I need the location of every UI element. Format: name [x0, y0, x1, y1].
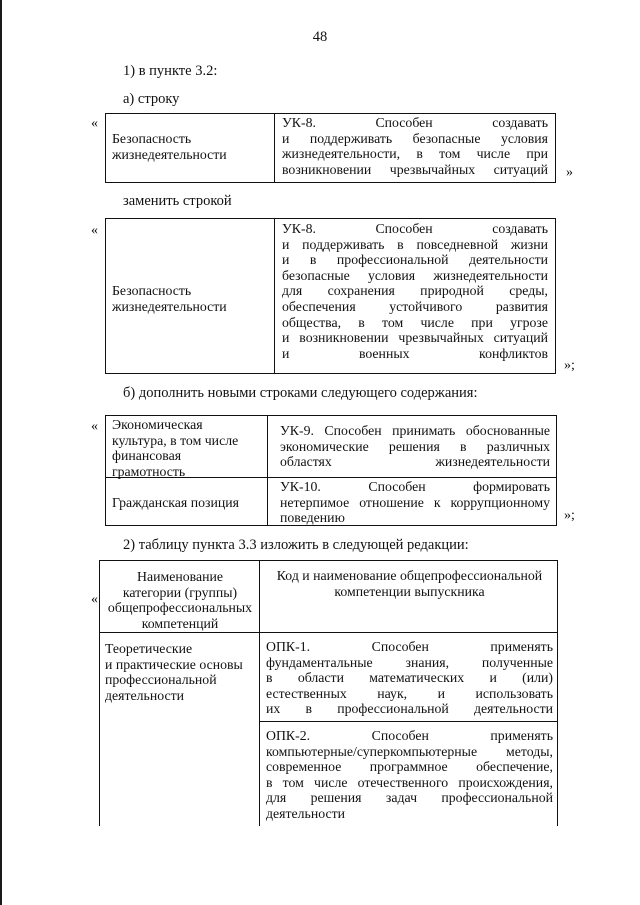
quote-open-1: « — [91, 116, 98, 131]
page-edge — [0, 0, 2, 905]
text-line: УК-8. Способен создавать — [282, 221, 548, 236]
text-line: жизнедеятельности — [112, 146, 227, 162]
text-line: Экономическая — [112, 417, 203, 432]
table4-opk1-text — [266, 639, 553, 717]
replace-with-text: заменить строкой — [123, 193, 232, 209]
table4-opk1-cell — [259, 633, 558, 722]
quote-close-1: » — [566, 165, 573, 180]
text-line: их в профессиональной деятельности — [266, 701, 553, 717]
table3-row2-right-cell — [267, 477, 557, 526]
table1-right-cell — [274, 113, 556, 183]
text-line: естественных наук, и использовать — [266, 685, 553, 701]
text-line: Код и наименование общепрофессиональной — [276, 568, 543, 583]
text-line: Наименование — [137, 569, 223, 584]
text-line: Безопасность — [112, 283, 192, 298]
text-line: деятельности — [266, 805, 345, 821]
page-number: 48 — [312, 29, 328, 45]
text-line: общества, в том числе при угрозе — [282, 314, 548, 330]
text-line: современное программное обеспечение, — [266, 759, 553, 775]
text-line: жизнедеятельности, в том числе при — [282, 146, 548, 162]
text-line: ОПК-1. Способен применять — [266, 639, 553, 654]
text-line: ОПК-2. Способен применять — [266, 728, 553, 743]
text-line: компетенции выпускника — [334, 583, 485, 599]
table4-head-right-cell — [259, 560, 558, 633]
table4-head-left-text — [100, 569, 260, 631]
text-line: категории (группы) — [122, 584, 238, 600]
text-line: и военных конфликтов — [282, 345, 548, 361]
table4-body-left-cell — [99, 633, 259, 826]
table4-head-right-text — [260, 568, 559, 599]
text-line: финансовая — [112, 448, 182, 464]
text-line: деятельности — [105, 687, 184, 703]
table3-row1-left-text — [112, 417, 238, 479]
text-line: грамотность — [112, 463, 186, 479]
table3-row1-left-cell — [105, 415, 267, 477]
table1-left-cell — [105, 113, 274, 183]
text-line: обеспечения устойчивого развития — [282, 298, 548, 314]
table4-head-left-cell — [99, 560, 259, 633]
text-line: возникновении чрезвычайных ситуаций — [282, 161, 548, 177]
text-line: и в профессиональной деятельности — [282, 252, 548, 268]
table4-body-left-text — [105, 641, 243, 703]
table3-row2-left-cell — [105, 477, 267, 526]
table4-opk2-text — [266, 728, 553, 822]
text-line: Безопасность — [112, 131, 192, 146]
text-line: и возникновении чрезвычайных ситуаций — [282, 330, 548, 346]
text-line: Гражданская позиция — [112, 495, 239, 510]
text-line: областях жизнедеятельности — [280, 454, 550, 470]
text-line: и поддерживать безопасные условия — [282, 130, 548, 146]
item-1b-heading: б) дополнить новыми строками следующего содержания: — [123, 385, 478, 401]
text-line: фундаментальные знания, полученные — [266, 654, 553, 670]
item-1a-heading: а) строку — [123, 91, 180, 107]
table3-row2-right-text — [280, 479, 550, 526]
text-line: профессиональной — [105, 672, 217, 688]
text-line: нетерпимое отношение к коррупционному — [280, 494, 550, 510]
table2-left-cell — [105, 218, 274, 374]
table3-row2-left-text — [112, 495, 239, 511]
table3-row1-right-cell — [267, 415, 557, 477]
text-line: и практические основы — [105, 656, 243, 672]
text-line: экономические решения в различных — [280, 438, 550, 454]
text-line: поведению — [280, 510, 345, 526]
text-line: УК-8. Способен создавать — [282, 115, 548, 130]
text-line: для решения задач профессиональной — [266, 790, 553, 806]
quote-open-2: « — [91, 223, 98, 238]
table1-right-text — [282, 115, 548, 177]
item-1-heading: 1) в пункте 3.2: — [123, 63, 218, 79]
text-line: УК-9. Способен принимать обоснованные — [280, 423, 550, 438]
text-line: компетенций — [141, 615, 219, 631]
table3-row1-right-text — [280, 423, 550, 470]
quote-open-4: « — [91, 592, 98, 607]
text-line: безопасные условия жизнедеятельности — [282, 267, 548, 283]
table2-right-cell — [274, 218, 556, 374]
quote-open-3: « — [91, 419, 98, 434]
quote-close-2: »; — [564, 358, 575, 373]
text-line: в области математических и (или) — [266, 670, 553, 686]
text-line: в том числе отечественного происхождения, — [266, 774, 553, 790]
quote-close-3: »; — [564, 508, 575, 523]
text-line: общепрофессиональных — [107, 600, 253, 616]
text-line: для сохранения природной среды, — [282, 283, 548, 299]
text-line: и поддерживать в повседневной жизни — [282, 236, 548, 252]
table2-left-text — [112, 283, 227, 314]
text-line: УК-10. Способен формировать — [280, 479, 550, 494]
table2-right-text — [282, 221, 548, 361]
text-line: культура, в том числе — [112, 432, 239, 448]
text-line: жизнедеятельности — [112, 298, 227, 314]
text-line: компьютерные/суперкомпьютерные методы, — [266, 743, 553, 759]
table1-left-text — [112, 131, 227, 162]
item-2-heading: 2) таблицу пункта 3.3 изложить в следующей редакции: — [123, 537, 469, 553]
table4-opk2-cell — [259, 722, 558, 826]
text-line: Теоретические — [105, 641, 193, 656]
